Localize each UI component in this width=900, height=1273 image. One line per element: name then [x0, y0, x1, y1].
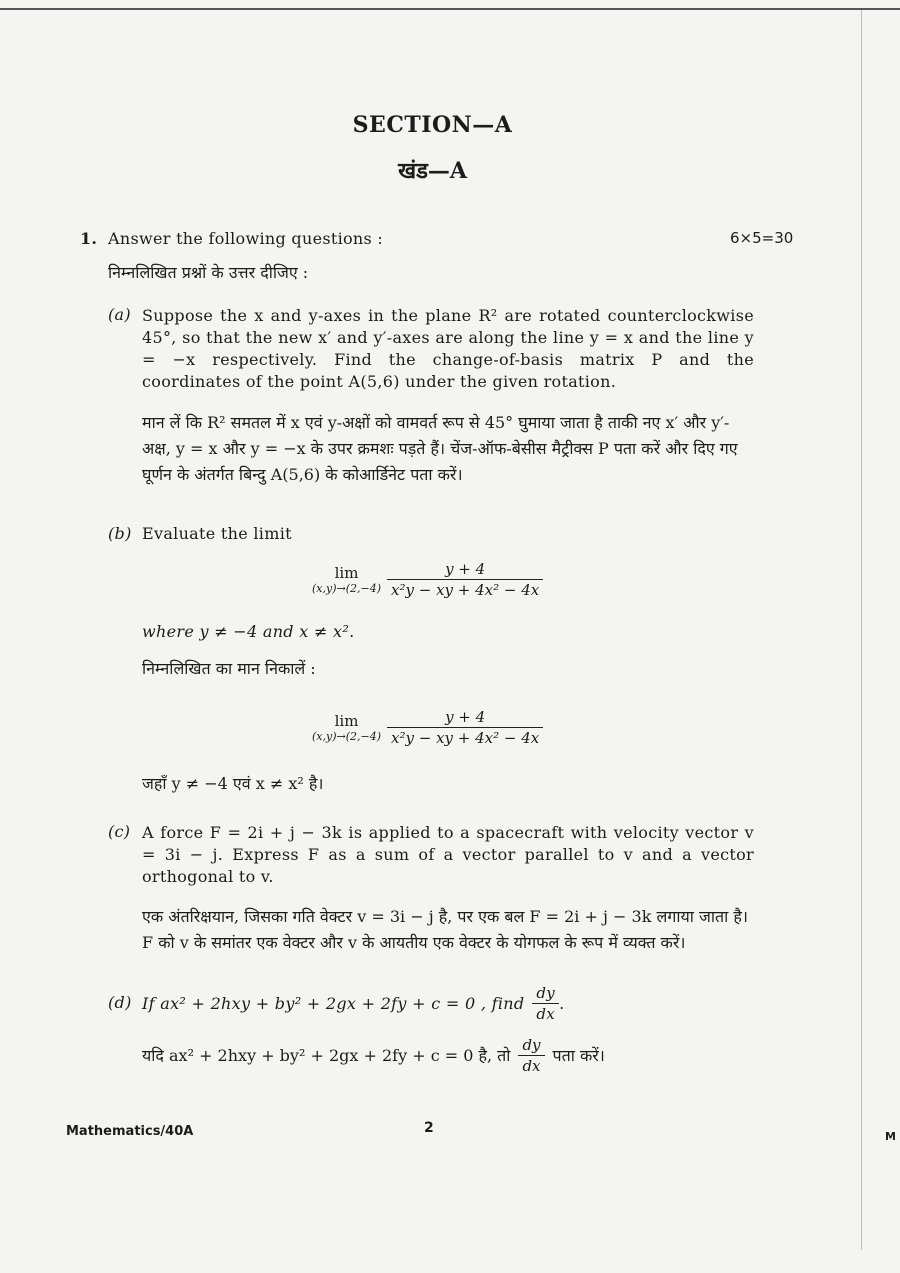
question-prompt-hindi: निम्नलिखित प्रश्नों के उत्तर दीजिए : [108, 263, 309, 282]
derivative-denominator: dx [522, 1056, 541, 1075]
subquestion-label-a: (a) [108, 305, 131, 324]
footer-subject-code: Mathematics/40A [66, 1124, 194, 1139]
fraction-numerator: y + 4 [387, 560, 543, 580]
subquestion-a-text: Suppose the x and y-axes in the plane R² are rotated counterclockwise 45°, so that the new x′ and y′-axes are along the line y = x and the line y = −x respectively. Find the change-of-basis matrix P and the coordinates of the point A(5,6) under the given rotation. [142, 306, 754, 391]
subquestion-d-text-hindi-end: पता करें। [552, 1046, 605, 1065]
subquestion-b-condition-hindi: जहाँ y ≠ −4 एवं x ≠ x² है। [142, 774, 324, 793]
section-title-hindi: खंड—A [398, 158, 467, 184]
lim-subscript: (x,y)→(2,−4) [312, 730, 382, 743]
question-number: 1. [80, 229, 98, 248]
subquestion-c-text-hindi: एक अंतरिक्षयान, जिसका गति वेक्टर v = 3i − j है, पर एक बल F = 2i + j − 3k लगाया जाता है। F को v के समांतर एक वेक्टर और v के आयतीय एक वेक्टर के योगफल के रूप में व्यक्त करें। [142, 907, 748, 952]
subquestion-label-d: (d) [108, 993, 132, 1012]
limit-fraction [387, 560, 543, 599]
limit-expression-hindi [312, 708, 543, 747]
subquestion-d-line [142, 978, 564, 1028]
subquestion-d-text-hindi: यदि ax² + 2hxy + by² + 2gx + 2fy + c = 0 है, तो [142, 1046, 511, 1065]
subquestion-c-text: A force F = 2i + j − 3k is applied to a spacecraft with velocity vector v = 3i − j. Express F as a sum of a vector parallel to v and a vector orthogonal to v. [142, 823, 754, 886]
question-prompt: Answer the following questions : [108, 229, 384, 248]
limit-expression [312, 560, 543, 599]
derivative-denominator: dx [536, 1004, 556, 1023]
subquestion-a-text-hindi: मान लें कि R² समतल में x एवं y-अक्षों को वामवर्त रूप से 45° घुमाया जाता है ताकी नए x′ और y′-अक्ष, y = x और y = −x के उपर क्रमशः पड़ते हैं। चेंज-ऑफ-बेसीस मैट्रीक्स P पता करें और दिए गए घूर्णन के अंतर्गत बिन्दु A(5,6) के कोआर्डिनेट पता करें। [142, 413, 738, 484]
limit-operator [312, 564, 381, 595]
fraction-denominator: x²y − xy + 4x² − 4x [391, 581, 540, 599]
marks-allocation: 6×5=30 [730, 229, 794, 247]
limit-fraction [387, 708, 543, 747]
lim-word: lim [334, 564, 359, 582]
fraction-denominator: x²y − xy + 4x² − 4x [391, 729, 540, 747]
subquestion-b-condition: where y ≠ −4 and x ≠ x². [142, 622, 355, 641]
lim-word: lim [334, 712, 359, 730]
footer-edge-text: M [885, 1130, 896, 1143]
subquestion-label-c: (c) [108, 822, 131, 841]
derivative-numerator: dy [518, 1036, 544, 1056]
subquestion-label-b: (b) [108, 524, 132, 543]
derivative-fraction [518, 1036, 544, 1075]
subquestion-b-intro-hindi: निम्नलिखित का मान निकालें : [142, 659, 316, 678]
fraction-numerator: y + 4 [387, 708, 543, 728]
lim-subscript: (x,y)→(2,−4) [312, 582, 382, 595]
subquestion-d-text: If ax² + 2hxy + by² + 2gx + 2fy + c = 0 , find [142, 993, 525, 1013]
derivative-fraction [532, 984, 559, 1023]
page-number: 2 [424, 1120, 434, 1136]
section-title: SECTION—A [352, 112, 513, 138]
period: . [559, 993, 565, 1013]
subquestion-b-intro: Evaluate the limit [142, 524, 292, 543]
page-edge [861, 10, 862, 1250]
top-rule [0, 8, 900, 10]
subquestion-d-line-hindi [142, 1030, 605, 1080]
derivative-numerator: dy [532, 984, 559, 1004]
limit-operator [312, 712, 381, 743]
